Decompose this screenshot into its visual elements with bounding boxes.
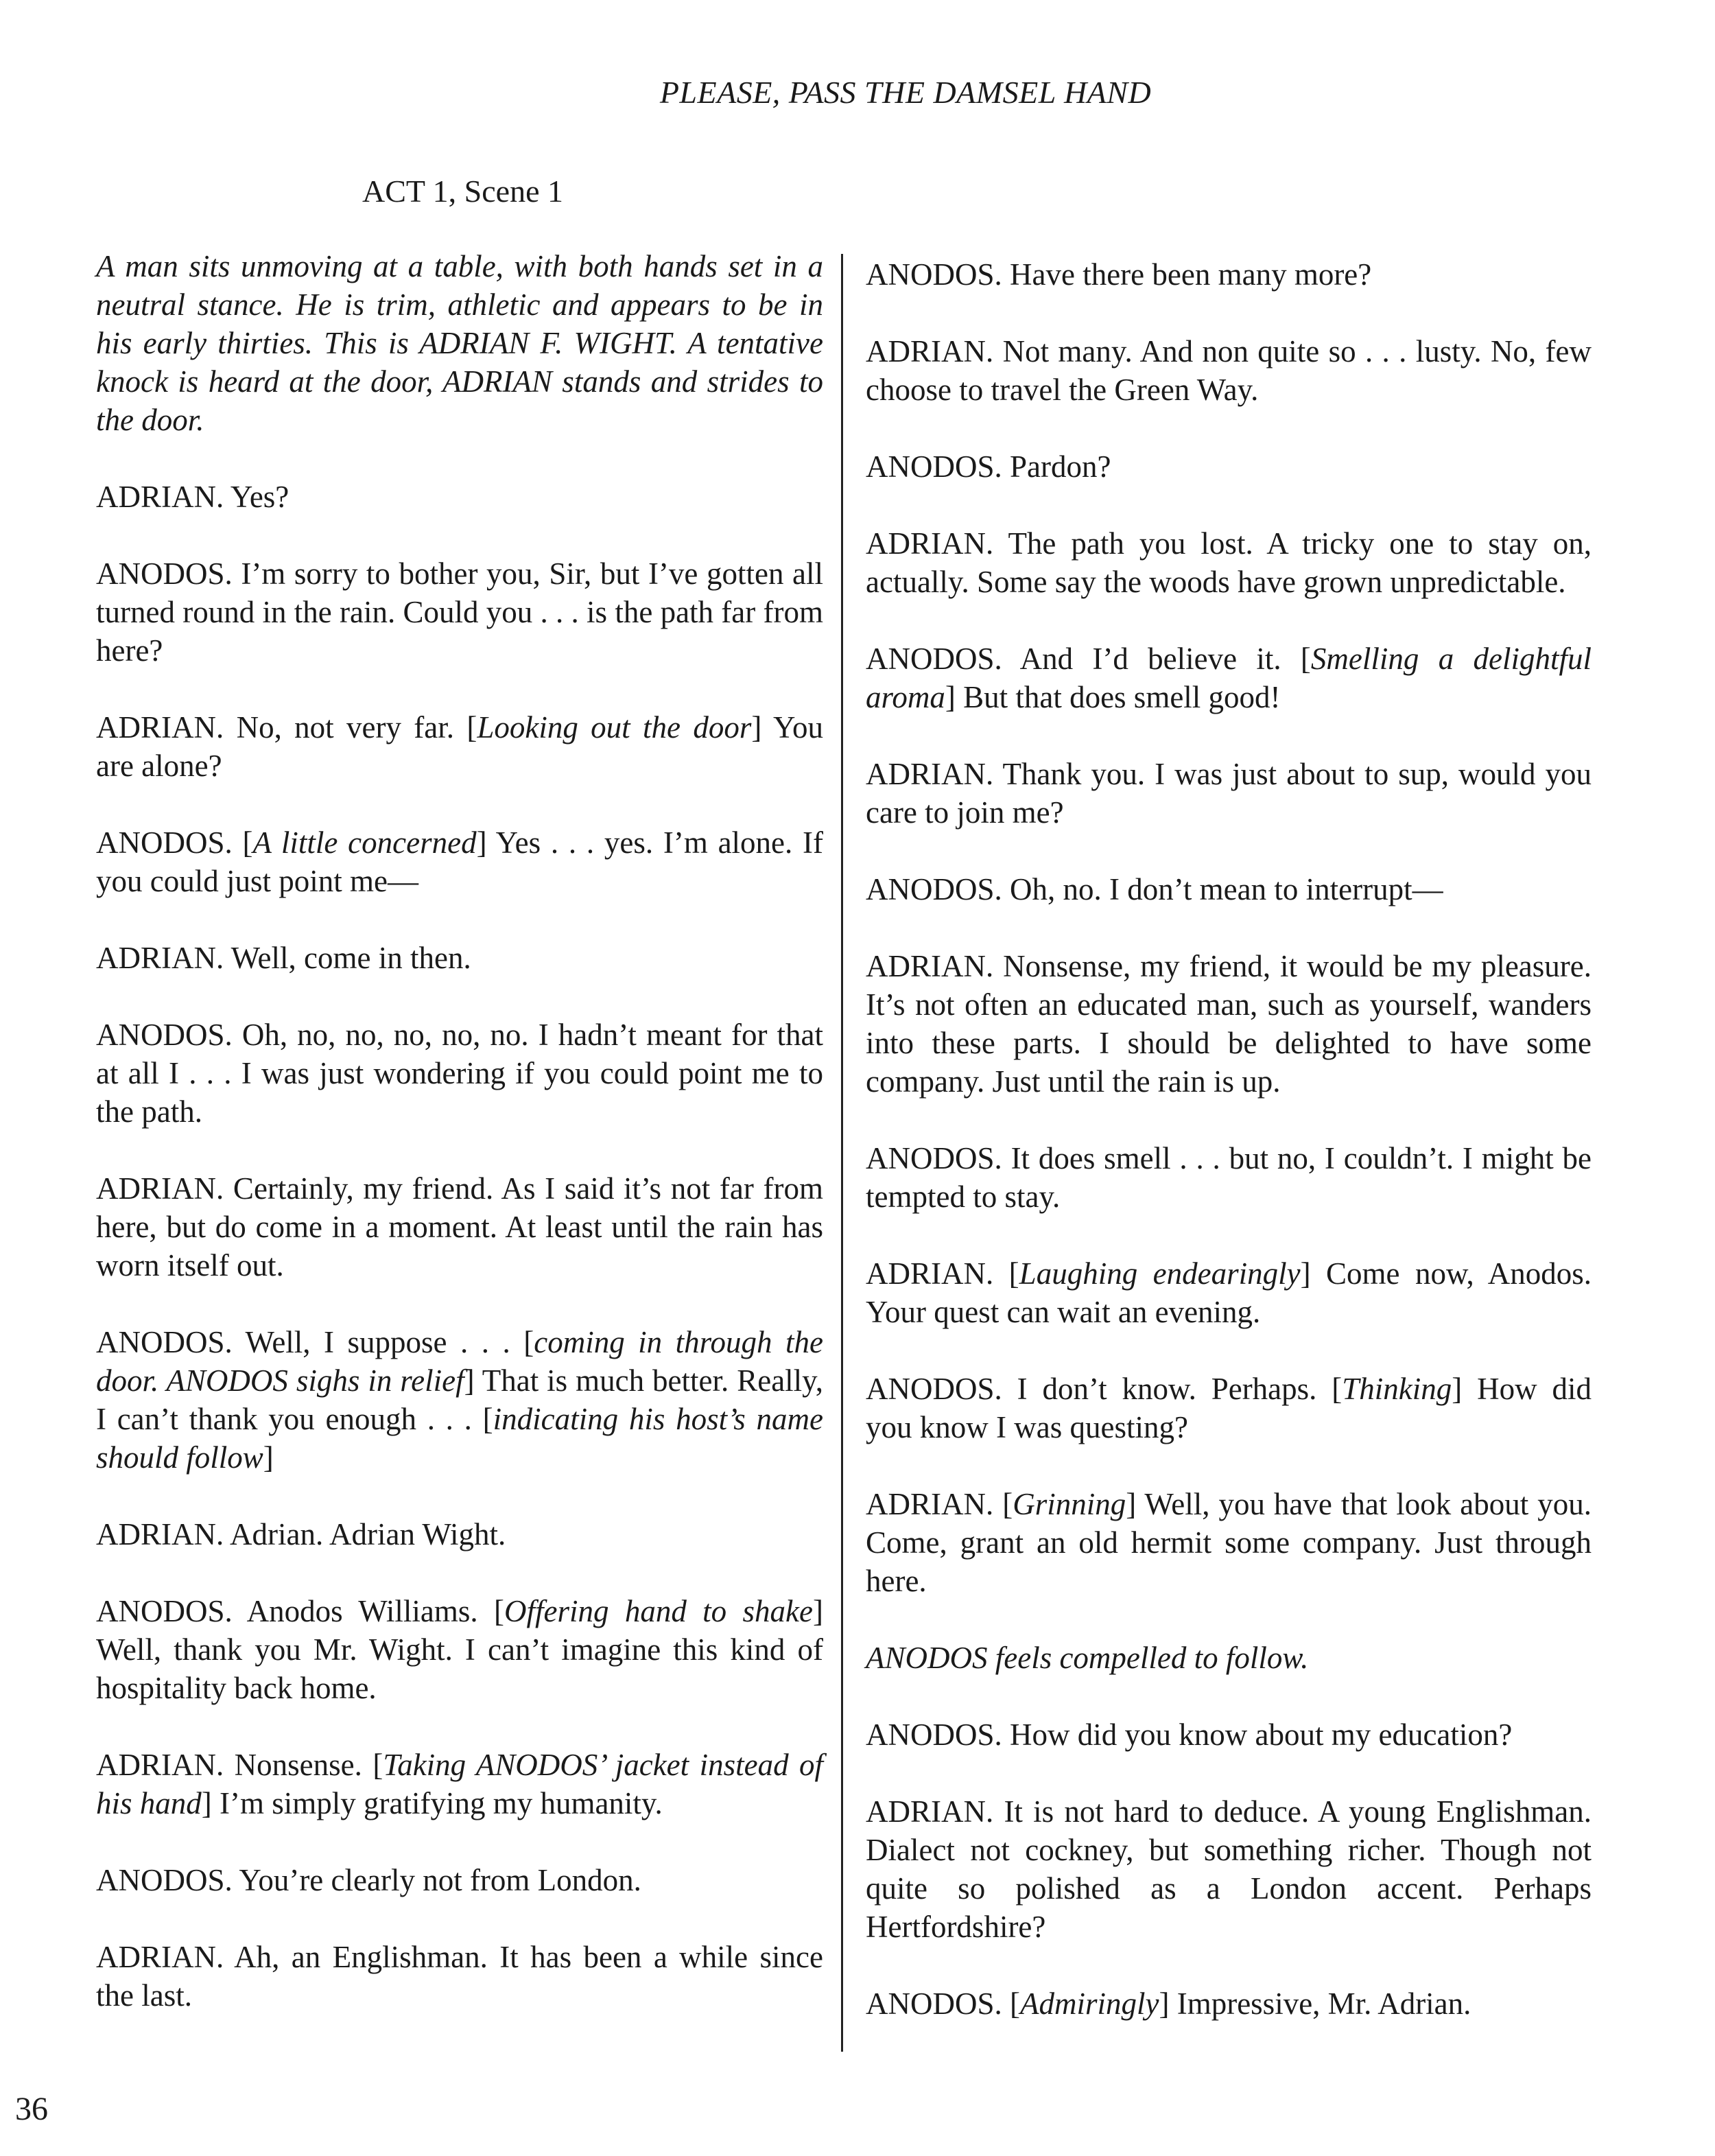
dialogue-text: ADRIAN. Nonsense, my friend, it would be my pleasure. It’s not often an educated man, such as yourself, wanders into these parts. I should be delighted to have some company. Just until the rain is up. — [866, 949, 1592, 1099]
dialogue-line — [96, 1016, 823, 1131]
dialogue-text: ADRIAN. [ — [866, 1256, 1019, 1291]
dialogue-line — [866, 1139, 1592, 1216]
dialogue-line — [96, 554, 823, 670]
inline-stage-direction: Thinking — [1342, 1372, 1452, 1406]
dialogue-text: ] How did you know I was questing? — [866, 1372, 1592, 1444]
act-heading: ACT 1, Scene 1 — [362, 174, 564, 209]
dialogue-text: ANODOS. Anodos Williams. [ — [96, 1594, 504, 1628]
page-number: 36 — [15, 2091, 48, 2127]
dialogue-line — [96, 1746, 823, 1823]
dialogue-text: ] Yes . . . yes. I’m alone. If you could just point me— — [96, 825, 823, 898]
inline-stage-direction: Smelling a delightful aroma — [866, 642, 1592, 714]
dialogue-text: ANODOS. And I’d believe it. [ — [866, 642, 1311, 676]
dialogue-line — [866, 1370, 1592, 1446]
dialogue-line — [866, 755, 1592, 832]
dialogue-line — [866, 255, 1592, 294]
dialogue-text: ANODOS. Oh, no, no, no, no, no. I hadn’t meant for that at all I . . . I was just wondering if you could point me to the path. — [96, 1018, 823, 1129]
dialogue-text: ] — [263, 1440, 274, 1475]
inline-stage-direction: Grinning — [1013, 1487, 1126, 1521]
dialogue-text: ANODOS. I’m sorry to bother you, Sir, but I’ve gotten all turned round in the rain. Could you . . . is the path far from here? — [96, 556, 823, 668]
inline-stage-direction: Looking out the door — [477, 710, 752, 745]
dialogue-line — [866, 640, 1592, 716]
dialogue-line — [866, 1792, 1592, 1946]
right-column — [866, 255, 1592, 2061]
dialogue-text: ] I’m simply gratifying my humanity. — [201, 1786, 663, 1820]
dialogue-text: ANODOS. Well, I suppose . . . [ — [96, 1325, 534, 1359]
inline-stage-direction: Laughing endearingly — [1019, 1256, 1301, 1291]
dialogue-line — [96, 1169, 823, 1285]
stage-direction: A man sits unmoving at a table, with both hands set in a neutral stance. He is trim, athletic and appears to be in his early thirties. This is ADRIAN F. WIGHT. A tentative knock is heard at the door, ADRIAN stands and strides to the door. — [96, 249, 823, 437]
dialogue-line — [96, 1861, 823, 1899]
dialogue-text: ADRIAN. Well, come in then. — [96, 941, 471, 975]
stage-direction: ANODOS feels compelled to follow. — [866, 1641, 1309, 1675]
dialogue-line — [866, 447, 1592, 486]
dialogue-text: ADRIAN. No, not very far. [ — [96, 710, 477, 745]
dialogue-line — [96, 1323, 823, 1477]
dialogue-line — [96, 708, 823, 785]
dialogue-line — [96, 1938, 823, 2015]
dialogue-text: ADRIAN. Certainly, my friend. As I said it’s not far from here, but do come in a moment. At least until the rain has worn itself out. — [96, 1171, 823, 1282]
dialogue-text: ANODOS. You’re clearly not from London. — [96, 1863, 641, 1897]
dialogue-text: ADRIAN. Adrian. Adrian Wight. — [96, 1517, 506, 1551]
dialogue-text: ADRIAN. Nonsense. [ — [96, 1748, 383, 1782]
dialogue-text: ANODOS. How did you know about my education? — [866, 1718, 1513, 1752]
dialogue-line — [866, 1254, 1592, 1331]
dialogue-text: ] Come now, Anodos. Your quest can wait an evening. — [866, 1256, 1592, 1329]
dialogue-line — [866, 1485, 1592, 1600]
dialogue-text: ] But that does smell good! — [945, 680, 1281, 714]
dialogue-line — [96, 1515, 823, 1554]
dialogue-line — [96, 939, 823, 977]
inline-stage-direction: coming in through the door. ANODOS sighs in relief — [96, 1325, 823, 1398]
inline-stage-direction: Taking ANODOS’ jacket instead of his hand — [96, 1748, 823, 1820]
dialogue-text: ] Well, you have that look about you. Come, grant an old hermit some company. Just through here. — [866, 1487, 1592, 1598]
dialogue-text: ANODOS. [ — [866, 1987, 1020, 2021]
dialogue-text: ADRIAN. Ah, an Englishman. It has been a while since the last. — [96, 1940, 823, 2013]
dialogue-text: ADRIAN. Yes? — [96, 480, 289, 514]
inline-stage-direction: Offering hand to shake — [504, 1594, 813, 1628]
dialogue-line — [866, 1715, 1592, 1754]
dialogue-line — [96, 823, 823, 900]
dialogue-line — [96, 1592, 823, 1707]
dialogue-text: ANODOS. Oh, no. I don’t mean to interrupt— — [866, 872, 1443, 906]
dialogue-line — [866, 947, 1592, 1101]
dialogue-text: ADRIAN. Not many. And non quite so . . . lusty. No, few choose to travel the Green Way. — [866, 334, 1592, 407]
dialogue-text: ] Well, thank you Mr. Wight. I can’t imagine this kind of hospitality back home. — [96, 1594, 823, 1705]
dialogue-text: ADRIAN. The path you lost. A tricky one to stay on, actually. Some say the woods have grown unpredictable. — [866, 526, 1592, 599]
inline-stage-direction: A little concerned — [252, 825, 477, 860]
dialogue-text: ANODOS. [ — [96, 825, 253, 860]
dialogue-text: ANODOS. Pardon? — [866, 449, 1111, 484]
dialogue-line — [866, 870, 1592, 909]
dialogue-line — [866, 524, 1592, 601]
dialogue-text: ] That is much better. Really, I can’t thank you enough . . . [ — [96, 1363, 823, 1436]
dialogue-text: ADRIAN. [ — [866, 1487, 1013, 1521]
dialogue-text: ADRIAN. Thank you. I was just about to sup, would you care to join me? — [866, 757, 1592, 830]
dialogue-text: ADRIAN. It is not hard to deduce. A young Englishman. Dialect not cockney, but something richer. Though not quite so polished as a London accent. Perhaps Hertfordshire? — [866, 1794, 1592, 1944]
dialogue-text: ANODOS. It does smell . . . but no, I couldn’t. I might be tempted to stay. — [866, 1141, 1592, 1214]
dialogue-text: ] Impressive, Mr. Adrian. — [1159, 1987, 1471, 2021]
dialogue-line — [866, 1984, 1592, 2023]
inline-stage-direction: Admiringly — [1020, 1987, 1159, 2021]
dialogue-text: ANODOS. Have there been many more? — [866, 257, 1372, 292]
dialogue-text: ANODOS. I don’t know. Perhaps. [ — [866, 1372, 1343, 1406]
running-title: PLEASE, PASS THE DAMSEL HAND — [659, 75, 1152, 110]
dialogue-line — [866, 332, 1592, 409]
column-divider — [841, 254, 843, 2052]
dialogue-line — [96, 478, 823, 516]
inline-stage-direction: indicating his host’s name should follow — [96, 1402, 823, 1475]
left-column — [96, 247, 823, 2053]
dialogue-text: ] You are alone? — [96, 710, 824, 783]
